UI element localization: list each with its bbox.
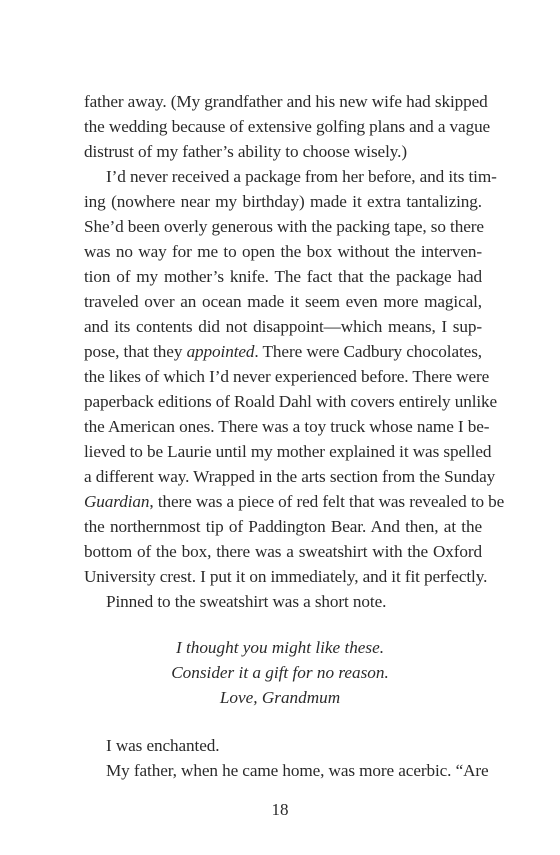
text-line: bottom of the box, there was a sweatshirt with the Oxford xyxy=(84,542,482,561)
text-line xyxy=(84,489,505,514)
page-number: 18 xyxy=(271,800,289,819)
text-line: Pinned to the sweatshirt was a short note. xyxy=(106,592,387,611)
text-segment: , there was a piece of red felt that was revealed to be xyxy=(149,492,505,511)
text-line: I was enchanted. xyxy=(106,736,220,755)
text-line: lieved to be Laurie until my mother explained it was spelled xyxy=(84,442,492,461)
text-line: She’d been overly generous with the packing tape, so there xyxy=(84,217,484,236)
text-line: paperback editions of Roald Dahl with covers entirely unlike xyxy=(84,392,498,411)
text-line: father away. (My grandfather and his new wife had skipped xyxy=(84,92,488,111)
text-line: tion of my mother’s knife. The fact that the package had xyxy=(84,267,482,286)
text-line: and its contents did not disappoint—which means, I sup- xyxy=(84,317,482,336)
text-line: the likes of which I’d never experienced before. There were xyxy=(84,367,490,386)
text-segment: . There were Cadbury chocolates, xyxy=(254,342,482,361)
text-line: ing (nowhere near my birthday) made it extra tantalizing. xyxy=(84,192,482,211)
note-signature: Love, Grandmum xyxy=(219,688,341,707)
text-line: distrust of my father’s ability to choose wisely.) xyxy=(84,142,407,161)
italic-word: appointed xyxy=(186,342,255,361)
text-segment: pose, that they xyxy=(84,342,187,361)
italic-word: Guardian xyxy=(84,492,150,511)
text-line: My father, when he came home, was more acerbic. “Are xyxy=(106,761,489,780)
text-line: I’d never received a package from her before, and its tim- xyxy=(106,167,497,186)
note-line: Consider it a gift for no reason. xyxy=(171,663,389,682)
text-line: the wedding because of extensive golfing plans and a vague xyxy=(84,117,491,136)
text-line: a different way. Wrapped in the arts section from the Sunday xyxy=(84,467,496,486)
text-line: traveled over an ocean made it seem even more magical, xyxy=(84,292,482,311)
text-line: was no way for me to open the box without the interven- xyxy=(84,242,482,261)
text-line: the American ones. There was a toy truck whose name I be- xyxy=(84,417,490,436)
note-line: I thought you might like these. xyxy=(175,638,385,657)
text-line: the northernmost tip of Paddington Bear. And then, at the xyxy=(84,517,482,536)
text-line xyxy=(84,339,482,364)
text-line: University crest. I put it on immediately, and it fit perfectly. xyxy=(84,567,488,586)
